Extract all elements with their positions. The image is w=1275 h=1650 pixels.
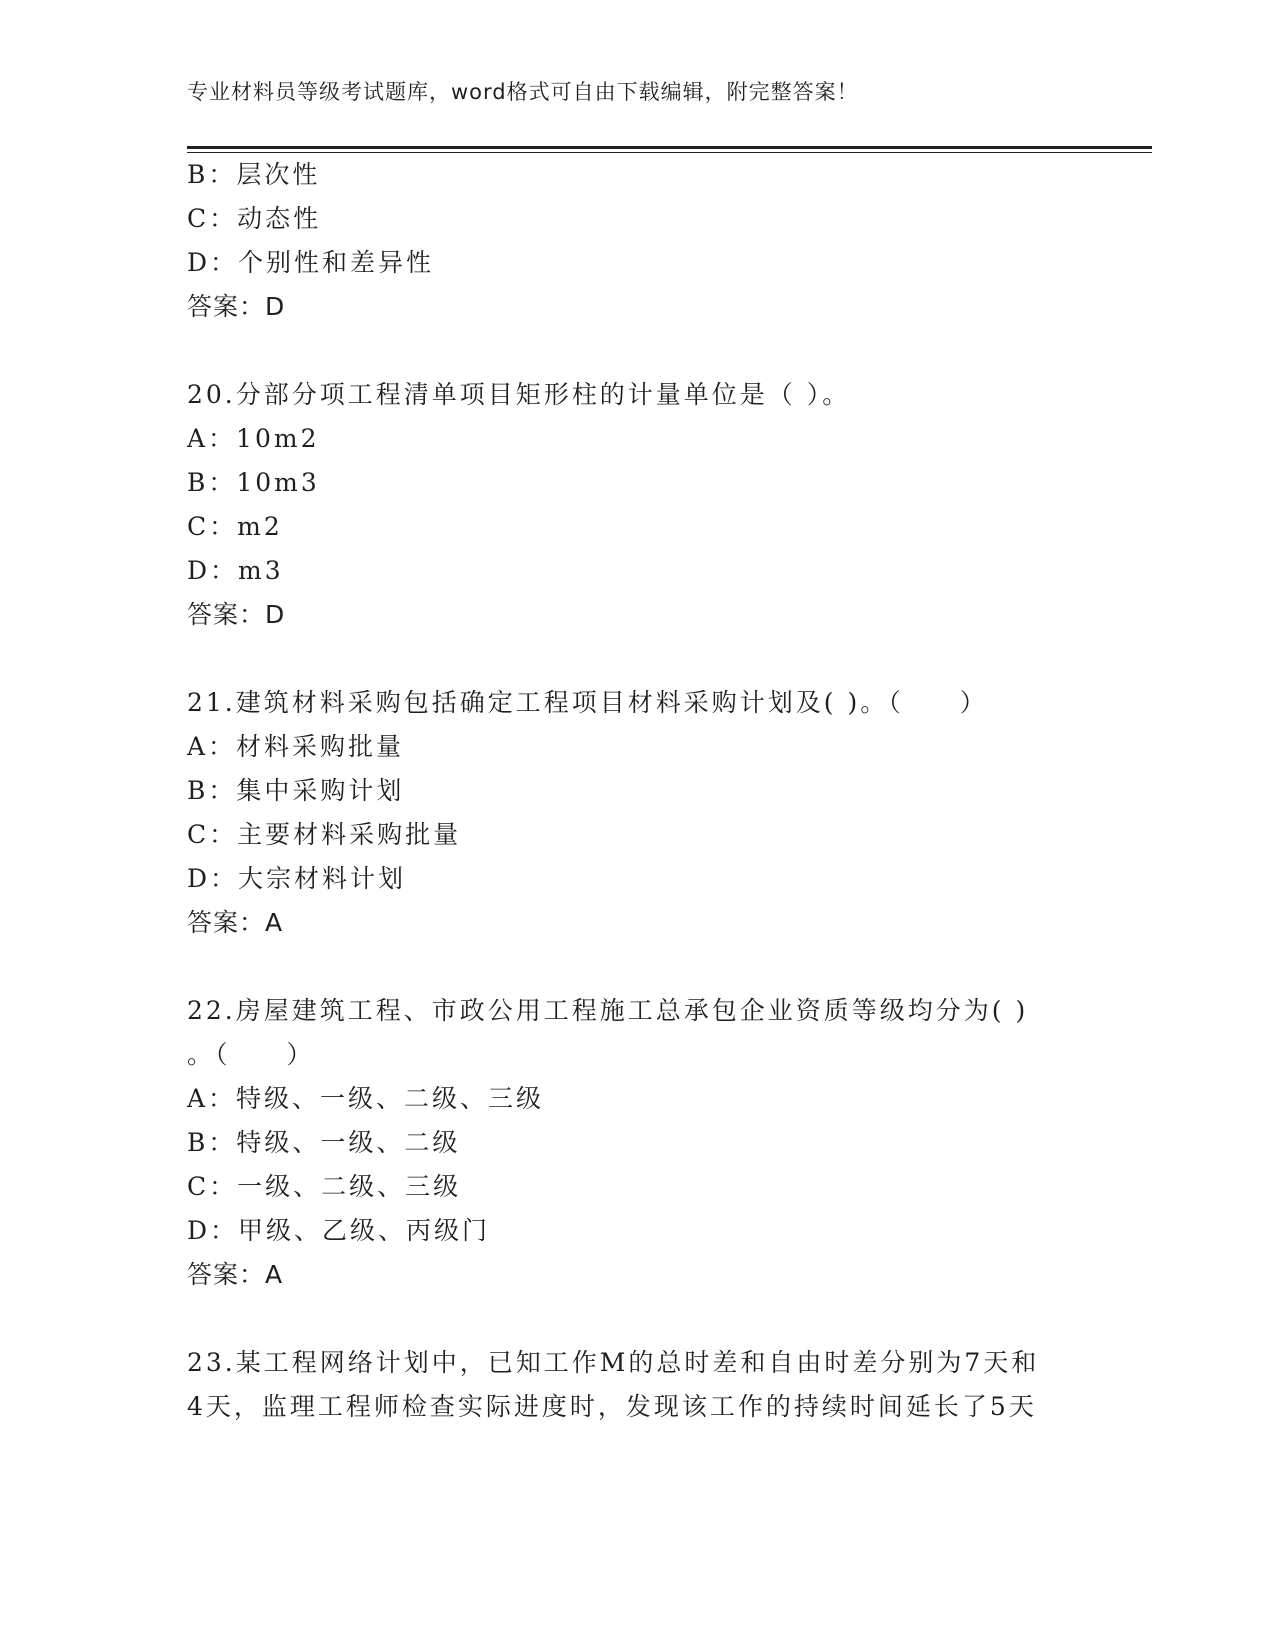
- answer-q21: 答案：A: [187, 908, 284, 937]
- question-23-cont: 4天，监理工程师检查实际进度时，发现该工作的持续时间延长了5天: [187, 1392, 1037, 1421]
- option-d-q21: D：大宗材料计划: [187, 864, 407, 893]
- option-c-q22: C：一级、二级、三级: [187, 1172, 462, 1201]
- option-b-q20: B：10m3: [187, 468, 320, 497]
- option-a-q22: A：特级、一级、二级、三级: [187, 1084, 545, 1113]
- option-d-q22: D：甲级、乙级、丙级门: [187, 1216, 491, 1245]
- question-21: 21.建筑材料采购包括确定工程项目材料采购计划及( )。（ ）: [187, 688, 988, 717]
- option-b-q21: B：集中采购计划: [187, 776, 405, 805]
- question-22-cont: 。（ ）: [187, 1040, 315, 1069]
- question-23: 23.某工程网络计划中，已知工作M的总时差和自由时差分别为7天和: [187, 1348, 1040, 1377]
- question-22: 22.房屋建筑工程、市政公用工程施工总承包企业资质等级均分为( ): [187, 996, 1029, 1025]
- option-d-q19: D：个别性和差异性: [187, 248, 435, 277]
- header-rule-thin: [187, 152, 1152, 153]
- answer-q22: 答案：A: [187, 1260, 284, 1289]
- option-d-q20: D：m3: [187, 556, 284, 585]
- option-a-q20: A：10m2: [187, 424, 320, 453]
- option-c-q21: C：主要材料采购批量: [187, 820, 462, 849]
- answer-q19: 答案：D: [187, 292, 286, 321]
- answer-q20: 答案：D: [187, 600, 286, 629]
- option-b-q19: B：层次性: [187, 160, 321, 189]
- option-b-q22: B：特级、一级、二级: [187, 1128, 461, 1157]
- option-c-q19: C：动态性: [187, 204, 322, 233]
- question-20: 20.分部分项工程清单项目矩形柱的计量单位是（ ）。: [187, 380, 851, 409]
- header-rule-thick: [187, 146, 1152, 149]
- option-a-q21: A：材料采购批量: [187, 732, 405, 761]
- page-header: 专业材料员等级考试题库，word格式可自由下载编辑，附完整答案！: [187, 80, 859, 104]
- option-c-q20: C：m2: [187, 512, 283, 541]
